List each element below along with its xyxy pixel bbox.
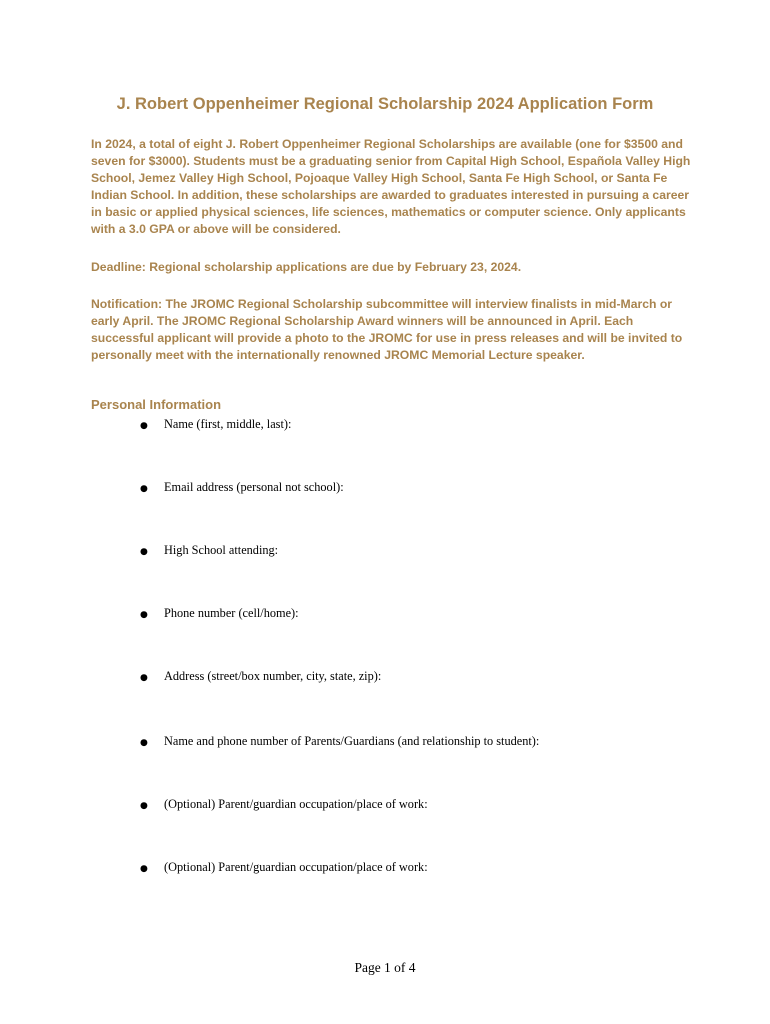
field-parents <box>140 732 539 750</box>
field-name <box>140 415 291 433</box>
bullet-icon: ● <box>140 673 148 683</box>
bullet-icon: ● <box>140 421 148 431</box>
field-address <box>140 667 381 685</box>
field-label: Email address (personal not school): <box>164 480 344 494</box>
page-title: J. Robert Oppenheimer Regional Scholarship 2024 Application Form <box>116 95 654 113</box>
personal-info-heading: Personal Information <box>91 397 222 412</box>
field-label: Address (street/box number, city, state, zip): <box>164 669 382 683</box>
field-high-school <box>140 541 278 559</box>
bullet-icon: ● <box>140 801 148 811</box>
bullet-icon: ● <box>140 547 148 557</box>
bullet-icon: ● <box>140 484 148 494</box>
field-label: Name and phone number of Parents/Guardians (and relationship to student): <box>164 734 540 748</box>
field-parent-occupation-2 <box>140 858 428 876</box>
bullet-icon: ● <box>140 610 148 620</box>
bullet-icon: ● <box>140 738 148 748</box>
field-parent-occupation-1 <box>140 795 428 813</box>
field-label: Phone number (cell/home): <box>164 606 299 620</box>
page-number: Page 1 of 4 <box>354 960 416 975</box>
field-label: High School attending: <box>164 543 279 557</box>
notification-paragraph: Notification: The JROMC Regional Scholarship subcommittee will interview finalists in mid-March or early April. The JROMC Regional Scholarship Award winners will be announced in April. Each successful applicant will provide a photo to the JROMC for use in press releases and will be invited to personally meet with the internationally renowned JROMC Memorial Lecture speaker. <box>91 297 683 362</box>
intro-paragraph: In 2024, a total of eight J. Robert Oppenheimer Regional Scholarships are available (one for $3500 and seven for $3000). Students must be a graduating senior from Capital High School, Española Valley High School, Jemez Valley High School, Pojoaque Valley High School, Santa Fe High School, or Santa Fe Indian School. In addition, these scholarships are awarded to graduates interested in pursuing a career in basic or applied physical sciences, life sciences, mathematics or computer science. Only applicants with a 3.0 GPA or above will be considered. <box>91 137 691 236</box>
field-phone <box>140 604 299 622</box>
field-label: (Optional) Parent/guardian occupation/place of work: <box>164 797 428 811</box>
bullet-icon: ● <box>140 864 148 874</box>
field-label: (Optional) Parent/guardian occupation/place of work: <box>164 860 428 874</box>
field-label: Name (first, middle, last): <box>164 417 292 431</box>
deadline-paragraph: Deadline: Regional scholarship applications are due by February 23, 2024. <box>91 260 522 274</box>
field-email <box>140 478 344 496</box>
